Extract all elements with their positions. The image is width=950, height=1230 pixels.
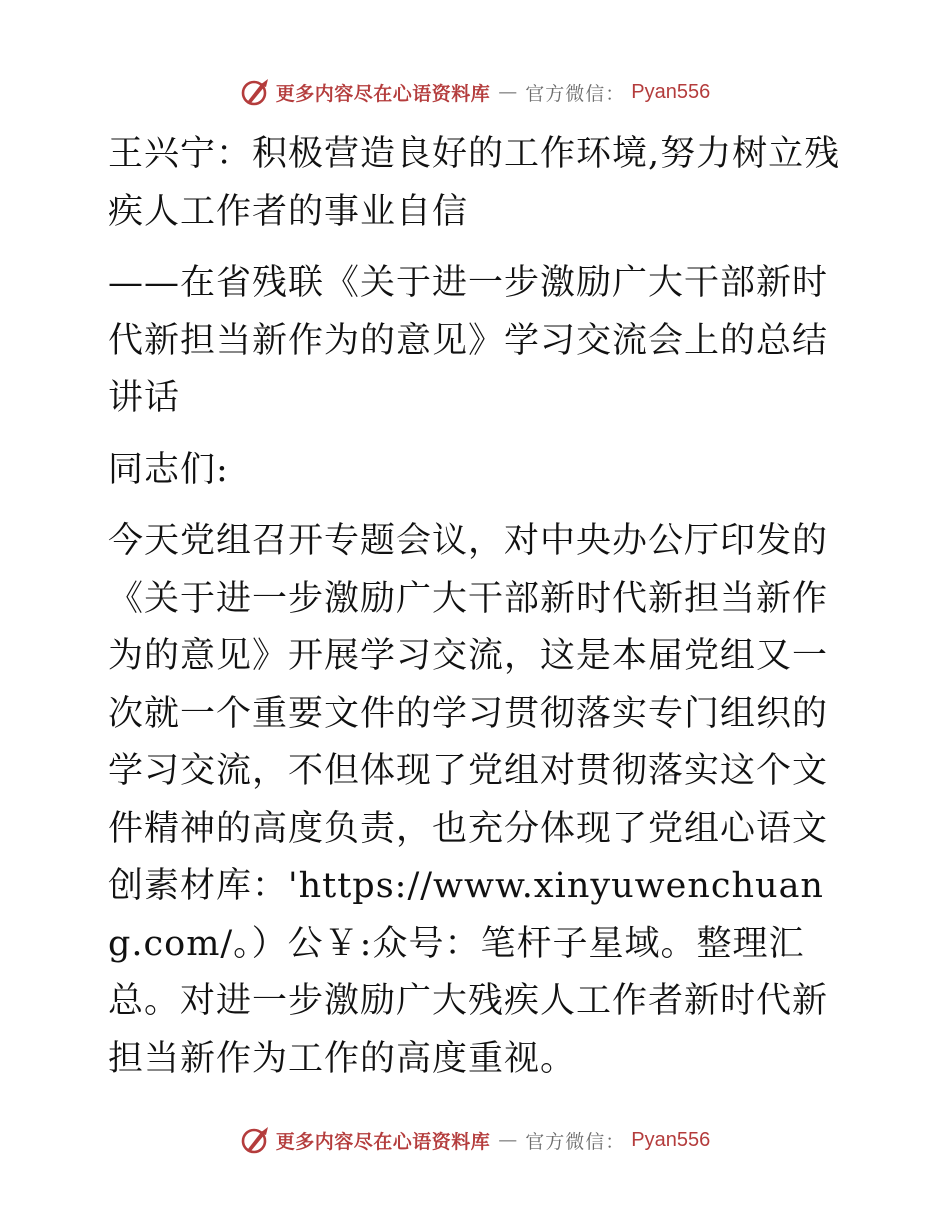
document-title: 王兴宁：积极营造良好的工作环境,努力树立残疾人工作者的事业自信	[108, 134, 841, 232]
watermark-wechat-label: 官方微信：	[525, 82, 626, 105]
watermark-dash: —	[498, 1129, 518, 1151]
quill-logo-icon	[240, 77, 270, 107]
document-subtitle: ——在省残联《关于进一步激励广大干部新时代新担当新作为的意见》学习交流会上的总结讲话	[108, 263, 829, 418]
footer-watermark	[0, 1120, 950, 1160]
watermark-dash: —	[498, 81, 518, 103]
quill-logo-icon	[240, 1125, 270, 1155]
watermark-wechat-id: Pyan556	[631, 80, 711, 103]
watermark-wechat-label: 官方微信：	[525, 1130, 626, 1153]
watermark-brand-text: 更多内容尽在心语资料库	[275, 82, 491, 105]
watermark-wechat-id: Pyan556	[631, 1128, 711, 1151]
document-body	[98, 122, 858, 1088]
salutation: 同志们:	[108, 449, 229, 490]
body-paragraph: 今天党组召开专题会议，对中央办公厅印发的《关于进一步激励广大干部新时代新担当新作为的意见》开展学习交流，这是本届党组又一次就一个重要文件的学习贯彻落实专门组织的学习交流，不但体现了党组对贯彻落实这个文件精神的高度负责，也充分体现了党组心语文创素材库：'https://www.xinyuwenchuang.com/。）公￥:众号：笔杆子星域。整理汇总。对进一步激励广大残疾人工作者新时代新担当新作为工作的高度重视。	[108, 521, 829, 1079]
header-watermark	[0, 72, 950, 112]
watermark-brand-text: 更多内容尽在心语资料库	[275, 1130, 491, 1153]
